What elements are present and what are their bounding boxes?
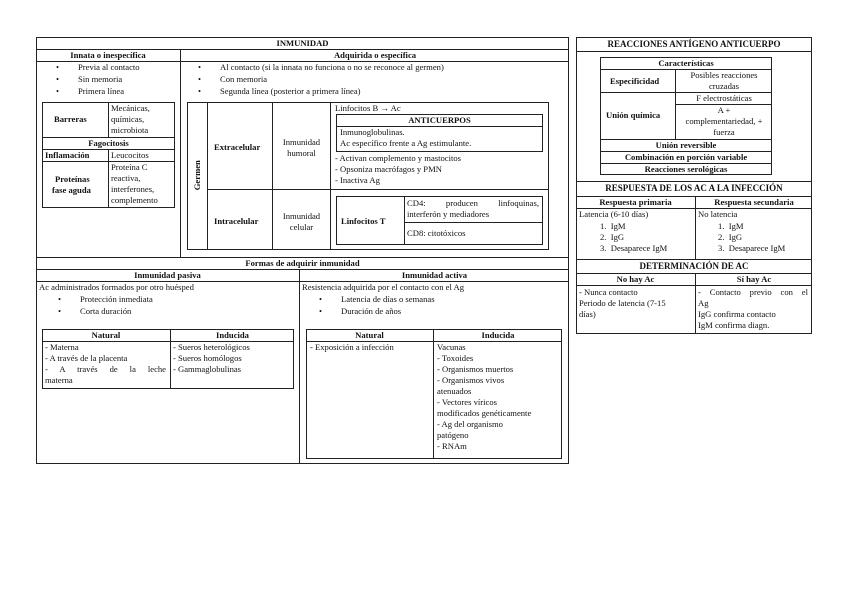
divider	[108, 149, 109, 208]
respuesta-title: RESPUESTA DE LOS AC A LA INFECCIÓN	[605, 183, 783, 193]
divider	[576, 51, 812, 52]
union-text: complementariedad, +	[685, 116, 763, 126]
no-hay-ac-line: días)	[579, 309, 596, 319]
pasiva-bullet: • Corta duración	[80, 306, 131, 316]
anticuerpos-title: ANTICUERPOS	[408, 115, 471, 125]
linfocitos-b: Linfocitos B → Ac	[335, 103, 401, 113]
divider	[42, 341, 294, 342]
activa-bullet: • Duración de años	[341, 306, 401, 316]
activa-inducida-header: Inducida	[481, 330, 515, 340]
activa-title: Inmunidad activa	[401, 270, 468, 280]
adquirida-bullet: • Con memoria	[220, 74, 267, 84]
si-hay-ac-line: IgG confirma contacto	[698, 309, 776, 319]
union-text: fuerza	[713, 127, 735, 137]
reaccion-row: Reacciones serológicas	[644, 164, 728, 174]
divider	[180, 49, 181, 257]
pasiva-inducida-header: Inducida	[216, 330, 249, 340]
union-text: F electrostáticas	[696, 93, 752, 103]
extracelular-label: Extracelular	[214, 142, 261, 152]
no-hay-ac-line: - Nunca contacto	[579, 287, 638, 297]
activa-inducida-item: Vacunas	[437, 342, 466, 352]
adquirida-bullet: • Al contacto (si la innata no funciona o no se reconoce al germen)	[220, 62, 444, 72]
especificidad-label: Especificidad	[610, 76, 660, 86]
pasiva-natural-item: materna	[45, 375, 73, 385]
activa-inducida-item: atenuados	[437, 386, 472, 396]
adquirida-title: Adquirida o específica	[333, 50, 417, 60]
barreras-text: químicas,	[111, 114, 145, 124]
divider	[433, 329, 434, 459]
adquirida-bullet: • Segunda línea (posterior a primera línea)	[220, 86, 361, 96]
cd8-text: CD8: citotóxicos	[407, 228, 466, 238]
inflamacion-text: Leucocitos	[111, 150, 149, 160]
divider	[576, 181, 812, 182]
proteinas-label: fase aguda	[52, 185, 91, 195]
divider	[207, 102, 208, 250]
pasiva-inducida-item: - Gammaglobulinas	[173, 364, 242, 374]
barreras-text: Mecánicas,	[111, 103, 150, 113]
activa-inducida-item: - Toxoides	[437, 353, 474, 363]
pasiva-inducida-item: - Sueros heterológicos	[173, 342, 250, 352]
reaccion-row: Combinación en porción variable	[624, 152, 748, 162]
anticuerpo-accion: - Inactiva Ag	[335, 175, 380, 185]
si-hay-ac-header: Sí hay Ac	[736, 274, 772, 284]
activa-desc: Resistencia adquirida por el contacto con el Ag	[302, 282, 465, 292]
activa-bullet: • Latencia de días o semanas	[341, 294, 435, 304]
no-hay-ac-line: Periodo de latencia (7-15	[579, 298, 666, 308]
secundaria-header: Respuesta secundaria	[714, 197, 794, 207]
proteinas-text: reactiva,	[111, 173, 141, 183]
formas-title: Formas de adquirir inmunidad	[245, 258, 360, 268]
inflamacion-label: Inflamación	[45, 150, 90, 160]
barreras-text: microbiota	[111, 125, 149, 135]
primaria-item: 2. IgG	[600, 232, 625, 242]
divider	[576, 285, 812, 286]
anticuerpo-accion: - Opsoniza macrófagos y PMN	[335, 164, 442, 174]
fagocitosis-label: Fagocitosis	[88, 138, 129, 148]
primaria-item: 1. IgM	[600, 221, 626, 231]
pasiva-inducida-item: - Sueros homólogos	[173, 353, 242, 363]
caracteristicas-title: Características	[658, 58, 714, 68]
activa-inducida-item: - Organismos vivos	[437, 375, 505, 385]
humoral-label: Inmunidad	[282, 137, 321, 147]
secundaria-item: 1. IgM	[718, 221, 744, 231]
anticuerpos-line: Ac específico frente a Ag estimulante.	[340, 138, 472, 148]
celular-label: celular	[289, 222, 314, 232]
proteinas-text: complemento	[111, 195, 158, 205]
primaria-header: Respuesta primaria	[599, 197, 672, 207]
activa-inducida-item: modificados genéticamente	[437, 408, 532, 418]
divider	[108, 102, 109, 137]
anticuerpos-line: Inmunoglobulinas.	[340, 127, 405, 137]
pasiva-desc: Ac administrados formados por otro huésped	[39, 282, 194, 292]
divider	[576, 259, 812, 260]
activa-inducida-item: - RNAm	[437, 441, 467, 451]
inmunidad-title: INMUNIDAD	[276, 38, 329, 48]
union-text: A +	[717, 105, 731, 115]
reaccion-row: Unión reversible	[655, 140, 717, 150]
primaria-intro: Latencia (6-10 días)	[579, 209, 649, 219]
primaria-item: 3. Desaparece IgM	[600, 243, 668, 253]
si-hay-ac-line: Ag	[698, 298, 709, 308]
pasiva-natural-item: - A través de la leche	[45, 364, 166, 374]
innata-bullet: • Previa al contacto	[78, 62, 140, 72]
determinacion-title: DETERMINACIÓN DE AC	[639, 261, 749, 271]
innata-bullet: • Primera línea	[78, 86, 124, 96]
secundaria-item: 3. Desaparece IgM	[718, 243, 786, 253]
divider	[404, 222, 543, 223]
divider	[299, 269, 300, 464]
cd4-text: CD4: producen linfoquinas,	[407, 198, 539, 208]
divider	[42, 161, 175, 162]
activa-inducida-item: - Ag del organismo	[437, 419, 503, 429]
activa-inducida-item: - Organismos muertos	[437, 364, 514, 374]
pasiva-natural-item: - A través de la placenta	[45, 353, 128, 363]
divider	[404, 196, 405, 245]
especificidad-text: cruzadas	[708, 81, 740, 91]
activa-natural-header: Natural	[355, 330, 384, 340]
pasiva-title: Inmunidad pasiva	[134, 270, 201, 280]
pasiva-natural-header: Natural	[91, 330, 121, 340]
proteinas-label: Proteínas	[55, 174, 90, 184]
pasiva-bullet: • Protección inmediata	[80, 294, 153, 304]
celular-label: Inmunidad	[282, 211, 321, 221]
especificidad-text: Posibles reacciones	[690, 70, 758, 80]
pasiva-natural-item: - Materna	[45, 342, 79, 352]
reacciones-title: REACCIONES ANTÍGENO ANTICUERPO	[607, 39, 781, 49]
si-hay-ac-line: - Contacto previo con el	[698, 287, 808, 297]
germen-label: Germen	[191, 160, 202, 191]
barreras-label: Barreras	[54, 114, 87, 124]
proteinas-text: interferones,	[111, 184, 155, 194]
divider	[207, 189, 549, 190]
activa-inducida-item: patógeno	[437, 430, 469, 440]
innata-title: Innata o inespecífica	[70, 50, 146, 60]
secundaria-item: 2. IgG	[718, 232, 743, 242]
humoral-label: humoral	[287, 148, 316, 158]
proteinas-text: Proteína C	[111, 162, 148, 172]
anticuerpo-accion: - Activan complemento y mastocitos	[335, 153, 462, 163]
linfocitos-t-label: Linfocitos T	[341, 216, 386, 226]
activa-inducida-item: - Vectores víricos	[437, 397, 497, 407]
cd4-text: interferón y mediadores	[407, 209, 490, 219]
union-label: Unión química	[606, 110, 661, 120]
secundaria-intro: No latencia	[698, 209, 738, 219]
no-hay-ac-header: No hay Ac	[616, 274, 655, 284]
innata-bullet: • Sin memoria	[78, 74, 122, 84]
intracelular-label: Intracelular	[214, 216, 259, 226]
divider	[330, 102, 331, 250]
activa-natural-item: - Exposición a infección	[310, 342, 394, 352]
si-hay-ac-line: IgM confirma diagn.	[698, 320, 770, 330]
